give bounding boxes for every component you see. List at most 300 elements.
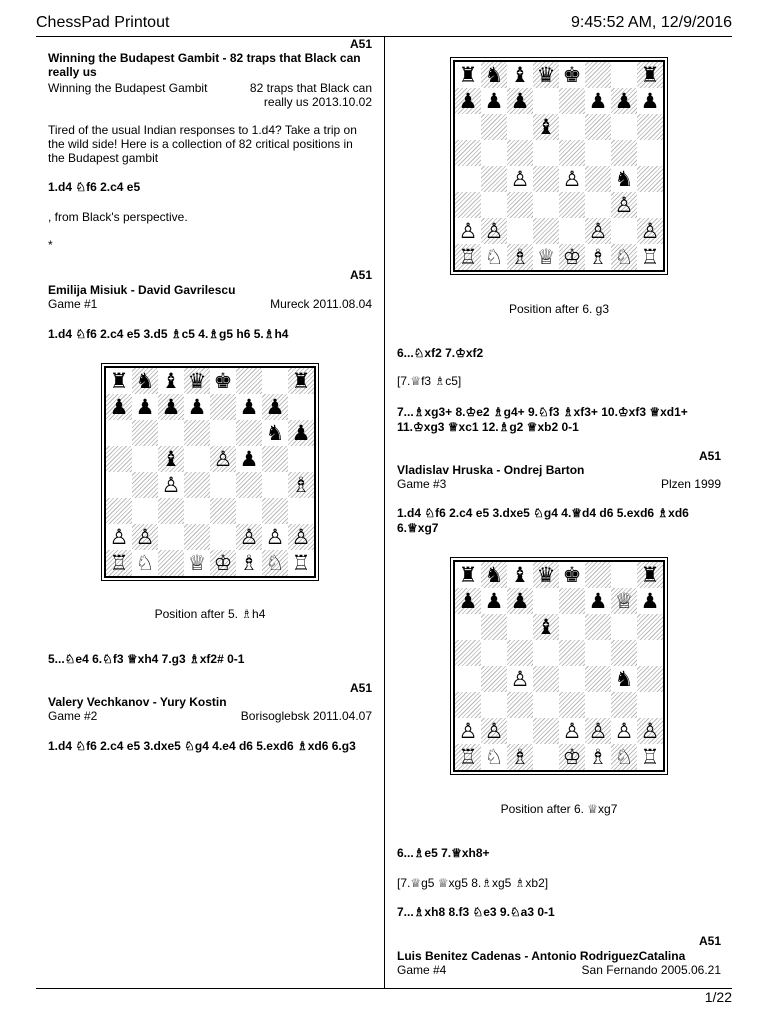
game-moves: 1.d4 ♘f6 2.c4 e5 3.dxe5 ♘g4 4.e4 d6 5.exd6 ♗xd6 6.g3 <box>48 739 356 753</box>
board-square <box>611 718 637 744</box>
white-pawn-piece: ♙ <box>510 667 530 691</box>
board-square <box>236 446 262 472</box>
board-square <box>585 640 611 666</box>
board-square <box>455 692 481 718</box>
board-square <box>455 166 481 192</box>
intro-star: * <box>48 238 53 252</box>
game-continuation: 7...♗xh8 8.f3 ♘e3 9.♘a3 0-1 <box>397 905 555 919</box>
board-square <box>507 640 533 666</box>
game-continuation: 6...♘xf2 7.♔xf2 <box>397 346 484 360</box>
board-square <box>585 588 611 614</box>
white-pawn-piece: ♙ <box>458 719 478 743</box>
board-square <box>559 640 585 666</box>
board-square <box>184 446 210 472</box>
board-square <box>559 114 585 140</box>
board-square <box>455 140 481 166</box>
game-number: Game #4 <box>397 963 447 977</box>
game-players: Emilija Misiuk - David Gavrilescu <box>48 283 236 297</box>
black-knight-piece: ♞ <box>265 421 285 445</box>
black-pawn-piece: ♟ <box>640 589 660 613</box>
white-rook-piece: ♖ <box>458 245 478 269</box>
white-queen-piece: ♕ <box>187 551 207 575</box>
app-title: ChessPad Printout <box>36 14 170 31</box>
white-pawn-piece: ♙ <box>484 219 504 243</box>
black-pawn-piece: ♟ <box>187 395 207 419</box>
game-number: Game #1 <box>48 297 98 311</box>
board-square <box>481 562 507 588</box>
black-pawn-piece: ♟ <box>161 395 181 419</box>
collection-description: Tired of the usual Indian responses to 1.d4? Take a trip on the wild side! Here is a collection of 82 critical positions in the Budapest gambit <box>48 123 357 165</box>
board-square <box>106 420 132 446</box>
black-knight-piece: ♞ <box>484 63 504 87</box>
board-square <box>481 88 507 114</box>
white-king-piece: ♔ <box>213 551 233 575</box>
white-pawn-piece: ♙ <box>562 719 582 743</box>
white-pawn-piece: ♙ <box>265 525 285 549</box>
board-square <box>210 472 236 498</box>
board-square <box>132 550 158 576</box>
game-event: San Fernando 2005.06.21 <box>581 963 721 977</box>
board-square <box>262 394 288 420</box>
board-square <box>507 692 533 718</box>
board-square <box>262 550 288 576</box>
white-pawn-piece: ♙ <box>640 719 660 743</box>
black-queen-piece: ♛ <box>536 63 556 87</box>
game-variation: [7.♕g5 ♕xg5 8.♗xg5 ♗xb2] <box>397 876 549 890</box>
board-square <box>158 498 184 524</box>
white-pawn-piece: ♙ <box>109 525 129 549</box>
board-square <box>481 588 507 614</box>
board-square <box>481 218 507 244</box>
black-rook-piece: ♜ <box>458 63 478 87</box>
board-square <box>507 614 533 640</box>
board-square <box>184 420 210 446</box>
board-square <box>585 140 611 166</box>
white-bishop-piece: ♗ <box>239 551 259 575</box>
black-pawn-piece: ♟ <box>291 421 311 445</box>
white-knight-piece: ♘ <box>484 745 504 769</box>
board-square <box>455 588 481 614</box>
white-king-piece: ♔ <box>562 245 582 269</box>
board-square <box>533 562 559 588</box>
board-square <box>262 524 288 550</box>
black-pawn-piece: ♟ <box>640 89 660 113</box>
chess-board <box>104 366 316 578</box>
board-square <box>288 446 314 472</box>
game-event: Borisoglebsk 2011.04.07 <box>240 709 372 723</box>
board-square <box>533 666 559 692</box>
board-square <box>533 692 559 718</box>
chess-board <box>453 60 665 272</box>
board-square <box>585 166 611 192</box>
board-square <box>637 666 663 692</box>
white-bishop-piece: ♗ <box>510 245 530 269</box>
black-bishop-piece: ♝ <box>536 615 556 639</box>
board-caption: Position after 6. ♕xg7 <box>500 802 618 816</box>
board-square <box>533 114 559 140</box>
board-square <box>481 62 507 88</box>
board-square <box>611 692 637 718</box>
board-square <box>637 88 663 114</box>
board-square <box>637 744 663 770</box>
black-knight-piece: ♞ <box>484 563 504 587</box>
board-square <box>559 244 585 270</box>
board-square <box>158 472 184 498</box>
game-moves: 1.d4 ♘f6 2.c4 e5 3.dxe5 ♘g4 4.♕d4 d6 5.exd6 ♗xd6 6.♕xg7 <box>397 506 689 535</box>
board-square <box>288 420 314 446</box>
white-pawn-piece: ♙ <box>484 719 504 743</box>
black-pawn-piece: ♟ <box>510 589 530 613</box>
black-pawn-piece: ♟ <box>239 395 259 419</box>
board-square <box>637 588 663 614</box>
board-square <box>455 562 481 588</box>
black-knight-piece: ♞ <box>135 369 155 393</box>
black-king-piece: ♚ <box>213 369 233 393</box>
board-square <box>585 692 611 718</box>
board-square <box>132 498 158 524</box>
board-square <box>507 744 533 770</box>
board-square <box>481 614 507 640</box>
board-square <box>637 62 663 88</box>
black-rook-piece: ♜ <box>640 563 660 587</box>
board-square <box>585 562 611 588</box>
board-square <box>637 614 663 640</box>
board-square <box>455 614 481 640</box>
white-rook-piece: ♖ <box>291 551 311 575</box>
black-pawn-piece: ♟ <box>588 89 608 113</box>
black-bishop-piece: ♝ <box>161 447 181 471</box>
board-square <box>559 692 585 718</box>
black-rook-piece: ♜ <box>640 63 660 87</box>
black-rook-piece: ♜ <box>291 369 311 393</box>
white-king-piece: ♔ <box>562 745 582 769</box>
board-square <box>106 550 132 576</box>
board-square <box>611 88 637 114</box>
white-pawn-piece: ♙ <box>588 719 608 743</box>
game-variation: [7.♕f3 ♗c5] <box>397 374 462 388</box>
white-rook-piece: ♖ <box>109 551 129 575</box>
board-square <box>481 666 507 692</box>
white-pawn-piece: ♙ <box>614 719 634 743</box>
board-square <box>637 218 663 244</box>
board-square <box>481 744 507 770</box>
white-pawn-piece: ♙ <box>291 525 311 549</box>
board-square <box>288 394 314 420</box>
white-pawn-piece: ♙ <box>640 219 660 243</box>
board-square <box>106 368 132 394</box>
black-knight-piece: ♞ <box>614 667 634 691</box>
board-square <box>507 192 533 218</box>
board-square <box>210 498 236 524</box>
board-square <box>559 218 585 244</box>
white-rook-piece: ♖ <box>640 245 660 269</box>
board-square <box>559 718 585 744</box>
board-square <box>559 140 585 166</box>
black-pawn-piece: ♟ <box>265 395 285 419</box>
game-moves: 1.d4 ♘f6 2.c4 e5 3.d5 ♗c5 4.♗g5 h6 5.♗h4 <box>48 327 289 341</box>
board-square <box>533 744 559 770</box>
board-square <box>262 472 288 498</box>
board-square <box>611 244 637 270</box>
game-event: Plzen 1999 <box>660 477 721 491</box>
black-pawn-piece: ♟ <box>510 89 530 113</box>
eco-code: A51 <box>698 449 721 463</box>
board-square <box>533 88 559 114</box>
white-pawn-piece: ♙ <box>562 167 582 191</box>
eco-code: A51 <box>349 681 372 695</box>
page-number: 1/22 <box>704 989 732 1005</box>
black-king-piece: ♚ <box>562 63 582 87</box>
board-square <box>158 368 184 394</box>
board-square <box>106 394 132 420</box>
board-square <box>611 666 637 692</box>
board-square <box>236 524 262 550</box>
board-square <box>106 446 132 472</box>
white-bishop-piece: ♗ <box>291 473 311 497</box>
black-pawn-piece: ♟ <box>239 447 259 471</box>
board-square <box>158 446 184 472</box>
board-square <box>559 88 585 114</box>
board-square <box>585 718 611 744</box>
board-square <box>611 114 637 140</box>
board-square <box>455 718 481 744</box>
black-pawn-piece: ♟ <box>135 395 155 419</box>
board-square <box>455 218 481 244</box>
white-bishop-piece: ♗ <box>510 745 530 769</box>
black-rook-piece: ♜ <box>458 563 478 587</box>
board-square <box>533 218 559 244</box>
board-square <box>585 218 611 244</box>
board-square <box>455 62 481 88</box>
black-pawn-piece: ♟ <box>458 89 478 113</box>
board-square <box>637 166 663 192</box>
board-square <box>533 166 559 192</box>
board-square <box>507 218 533 244</box>
board-square <box>533 588 559 614</box>
board-square <box>507 666 533 692</box>
board-square <box>236 498 262 524</box>
white-pawn-piece: ♙ <box>458 219 478 243</box>
board-square <box>481 244 507 270</box>
board-square <box>533 62 559 88</box>
board-square <box>585 192 611 218</box>
board-square <box>637 114 663 140</box>
black-pawn-piece: ♟ <box>109 395 129 419</box>
white-rook-piece: ♖ <box>458 745 478 769</box>
board-square <box>184 524 210 550</box>
board-square <box>559 166 585 192</box>
left-column <box>48 36 372 986</box>
eco-code: A51 <box>698 934 721 948</box>
board-square <box>132 368 158 394</box>
white-knight-piece: ♘ <box>484 245 504 269</box>
black-pawn-piece: ♟ <box>588 589 608 613</box>
board-square <box>507 244 533 270</box>
board-square <box>236 368 262 394</box>
white-pawn-piece: ♙ <box>614 193 634 217</box>
board-square <box>158 420 184 446</box>
collection-title: Winning the Budapest Gambit - 82 traps that Black can really us <box>48 51 361 79</box>
board-square <box>559 666 585 692</box>
board-square <box>184 550 210 576</box>
white-queen-piece: ♕ <box>614 589 634 613</box>
board-square <box>455 192 481 218</box>
board-square <box>210 420 236 446</box>
column-divider <box>384 36 385 988</box>
game-continuation: 6...♗e5 7.♕xh8+ <box>397 846 490 860</box>
game-players: Luis Benitez Cadenas - Antonio RodriguezCatalina <box>397 949 686 963</box>
white-pawn-piece: ♙ <box>161 473 181 497</box>
board-square <box>132 420 158 446</box>
board-square <box>481 166 507 192</box>
board-square <box>132 446 158 472</box>
board-square <box>559 588 585 614</box>
game-continuation: 7...♗xg3+ 8.♔e2 ♗g4+ 9.♘f3 ♗xf3+ 10.♔xf3 ♕xd1+ 11.♔xg3 ♕xc1 12.♗g2 ♕xb2 0-1 <box>397 405 688 434</box>
board-square <box>507 166 533 192</box>
board-square <box>611 614 637 640</box>
board-square <box>210 524 236 550</box>
eco-code: A51 <box>349 37 372 51</box>
game-players: Valery Vechkanov - Yury Kostin <box>48 695 227 709</box>
board-square <box>611 744 637 770</box>
game-event: Mureck 2011.08.04 <box>270 297 372 311</box>
board-caption: Position after 5. ♗h4 <box>154 607 266 621</box>
board-caption: Position after 6. g3 <box>508 302 610 316</box>
board-square <box>585 666 611 692</box>
board-square <box>210 446 236 472</box>
board-square <box>585 614 611 640</box>
board-square <box>184 394 210 420</box>
board-square <box>288 550 314 576</box>
board-square <box>585 88 611 114</box>
board-square <box>106 498 132 524</box>
board-square <box>481 114 507 140</box>
board-square <box>611 140 637 166</box>
board-square <box>637 562 663 588</box>
board-square <box>481 692 507 718</box>
board-square <box>288 498 314 524</box>
white-knight-piece: ♘ <box>614 245 634 269</box>
black-queen-piece: ♛ <box>536 563 556 587</box>
board-square <box>288 472 314 498</box>
board-square <box>585 244 611 270</box>
board-square <box>585 62 611 88</box>
board-square <box>585 114 611 140</box>
board-square <box>132 394 158 420</box>
board-square <box>262 420 288 446</box>
black-pawn-piece: ♟ <box>458 589 478 613</box>
board-square <box>507 62 533 88</box>
black-rook-piece: ♜ <box>109 369 129 393</box>
black-queen-piece: ♛ <box>187 369 207 393</box>
board-square <box>507 588 533 614</box>
board-square <box>236 420 262 446</box>
board-square <box>559 614 585 640</box>
white-rook-piece: ♖ <box>640 745 660 769</box>
board-square <box>533 244 559 270</box>
board-square <box>236 394 262 420</box>
board-square <box>637 692 663 718</box>
board-square <box>533 192 559 218</box>
board-square <box>455 666 481 692</box>
black-pawn-piece: ♟ <box>484 589 504 613</box>
board-square <box>559 562 585 588</box>
white-knight-piece: ♘ <box>265 551 285 575</box>
chess-board <box>453 560 665 772</box>
board-square <box>611 562 637 588</box>
board-square <box>455 640 481 666</box>
white-pawn-piece: ♙ <box>588 219 608 243</box>
board-square <box>611 62 637 88</box>
board-square <box>455 114 481 140</box>
print-timestamp: 9:45:52 AM, 12/9/2016 <box>570 14 732 31</box>
game-number: Game #2 <box>48 709 98 723</box>
board-square <box>507 88 533 114</box>
board-square <box>262 368 288 394</box>
white-pawn-piece: ♙ <box>135 525 155 549</box>
black-bishop-piece: ♝ <box>161 369 181 393</box>
board-square <box>132 524 158 550</box>
board-square <box>106 472 132 498</box>
board-square <box>481 718 507 744</box>
board-square <box>611 640 637 666</box>
board-square <box>184 498 210 524</box>
game-players: Vladislav Hruska - Ondrej Barton <box>397 463 585 477</box>
board-square <box>184 368 210 394</box>
black-pawn-piece: ♟ <box>484 89 504 113</box>
board-square <box>507 562 533 588</box>
board-square <box>637 244 663 270</box>
board-square <box>507 718 533 744</box>
board-square <box>585 744 611 770</box>
board-square <box>481 140 507 166</box>
board-square <box>158 550 184 576</box>
board-square <box>559 744 585 770</box>
board-square <box>637 718 663 744</box>
white-queen-piece: ♕ <box>536 245 556 269</box>
board-square <box>481 192 507 218</box>
board-square <box>637 192 663 218</box>
black-pawn-piece: ♟ <box>614 89 634 113</box>
board-square <box>262 498 288 524</box>
footer-rule <box>36 988 732 989</box>
board-square <box>611 166 637 192</box>
board-square <box>611 192 637 218</box>
board-square <box>507 114 533 140</box>
board-square <box>533 718 559 744</box>
board-square <box>158 524 184 550</box>
board-square <box>210 550 236 576</box>
board-square <box>507 140 533 166</box>
board-square <box>611 218 637 244</box>
board-square <box>637 140 663 166</box>
board-square <box>455 744 481 770</box>
intro-note: , from Black's perspective. <box>48 210 188 224</box>
board-square <box>262 446 288 472</box>
board-square <box>184 472 210 498</box>
board-square <box>236 550 262 576</box>
white-bishop-piece: ♗ <box>588 245 608 269</box>
collection-subtitle: Winning the Budapest Gambit <box>48 81 208 95</box>
board-square <box>158 394 184 420</box>
collection-subtitle-right: 82 traps that Black can really us 2013.10.02 <box>249 81 372 109</box>
board-square <box>455 88 481 114</box>
board-square <box>210 368 236 394</box>
board-square <box>288 368 314 394</box>
black-king-piece: ♚ <box>562 563 582 587</box>
white-bishop-piece: ♗ <box>588 745 608 769</box>
white-knight-piece: ♘ <box>614 745 634 769</box>
